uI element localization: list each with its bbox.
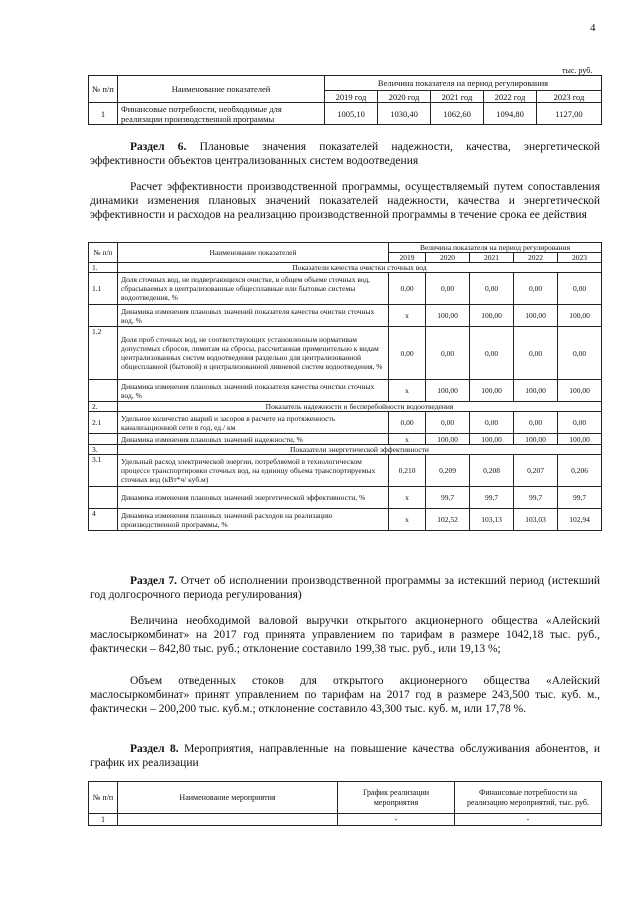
value-cell: 99,7 (426, 487, 470, 509)
value-cell: 0,209 (426, 455, 470, 487)
value-cell: 0,00 (470, 327, 514, 380)
value-cell: х (389, 434, 426, 445)
col-finance-header: Финансовые потребности на реализацию мероприятий, тыс. руб. (455, 782, 602, 814)
value-cell: 1127,00 (537, 103, 602, 125)
value-cell: х (389, 487, 426, 509)
section7-heading (90, 574, 600, 602)
value-cell: 0,00 (389, 412, 426, 434)
value-cell: х (389, 380, 426, 402)
year-header: 2021 год (431, 91, 484, 103)
value-cell: 99,7 (514, 487, 558, 509)
value-cell: 0,206 (558, 455, 602, 487)
value-cell: 1094,80 (484, 103, 537, 125)
value-cell: 100,00 (426, 380, 470, 402)
section7-title: Отчет об исполнении производственной программы за истекший период (истекший год долгосрочного периода регулирования) (90, 575, 601, 601)
col-schedule-header: График реализации мероприятия (338, 782, 455, 814)
section6-paragraph: Расчет эффективности производственной программы, осуществляемый путем сопоставления динамики изменения плановых значений показателей надежности, качества и энергетической эффективности и расходов на реализацию производственной программы в течение срока ее действия (90, 181, 600, 221)
col-name-header: Наименование показателей (118, 76, 325, 103)
year-header: 2021 (470, 253, 514, 263)
row-name: Динамика изменения плановых значений энергетической эффективности, % (118, 487, 389, 509)
value-cell: 102,52 (426, 509, 470, 531)
section8-label: Раздел 8. (130, 743, 179, 755)
section8-title: Мероприятия, направленные на повышение качества обслуживания абонентов, и график их реализации (90, 743, 600, 769)
group-title: Показатели энергетической эффективности (118, 445, 602, 455)
group-title: Показатель надежности и бесперебойности водоотведения (118, 402, 602, 412)
measures-table (88, 781, 602, 826)
financial-needs-table (88, 75, 602, 125)
value-cell: 0,00 (558, 412, 602, 434)
row-name: Доля сточных вод, не подвергающихся очистке, в общем объеме сточных вод, сбрасываемых в централизованные общесплавные или бытовые системы водоотведения, % (118, 273, 389, 305)
value-cell: 1005,10 (325, 103, 378, 125)
row-name: Доля проб сточных вод, не соответствующих установленным нормативам допустимых сбросов, лимитам на сбросы, рассчитанная применительно к видам централизованных систем водоотведения раздельно для централизованной общесплавной (бытовой) и централизованной ливневой систем водоотведения, % (118, 327, 389, 380)
page-number: 4 (590, 22, 596, 34)
row-num-empty (89, 380, 118, 402)
value-cell: 1062,60 (431, 103, 484, 125)
value-cell: 0,00 (514, 327, 558, 380)
section7-paragraph-1: Величина необходимой валовой выручки открытого акционерного общества «Алейский маслосыркомбинат» на 2017 год принята управлением по тарифам в размере 1042,18 тыс. руб., фактически – 842,80 тыс. руб.; отклонение составило 199,38 тыс. руб., или 19,13 %; (90, 615, 600, 655)
value-cell: 0,208 (470, 455, 514, 487)
value-cell: х (389, 509, 426, 531)
row-num: 1 (89, 103, 118, 125)
col-num-header: № п/п (89, 76, 118, 103)
col-name-header: Наименование мероприятия (118, 782, 338, 814)
value-cell: 0,00 (389, 327, 426, 380)
indicators-table (88, 242, 602, 531)
row-num-empty (89, 434, 118, 445)
value-cell: 0,210 (389, 455, 426, 487)
value-cell: 100,00 (558, 380, 602, 402)
year-header: 2022 (514, 253, 558, 263)
year-header: 2019 (389, 253, 426, 263)
row-num: 2.1 (89, 412, 118, 434)
section6-heading (90, 140, 600, 168)
section6-title: Плановые значения показателей надежности, качества, энергетической эффективности объектов централизованных систем водоотведения (90, 141, 601, 167)
value-cell: 103,13 (470, 509, 514, 531)
section6-label: Раздел 6. (130, 141, 187, 153)
value-cell: 0,00 (426, 273, 470, 305)
value-cell: 100,00 (558, 305, 602, 327)
value-cell: 100,00 (426, 305, 470, 327)
row-num: 3.1 (89, 455, 118, 487)
value-cell: 0,00 (470, 273, 514, 305)
section7-paragraph-2: Объем отведенных стоков для открытого акционерного общества «Алейский маслосыркомбинат» принят управлением по тарифам на 2017 год в размере 243,500 тыс. куб. м., фактически – 200,200 тыс. куб.м.; отклонение составило 43,300 тыс. куб. м, или 17,78 %. (90, 675, 600, 715)
col-values-header: Величина показателя на период регулирования (325, 76, 602, 91)
value-cell: 100,00 (514, 434, 558, 445)
value-cell: 102,94 (558, 509, 602, 531)
row-name: Удельное количество аварий и засоров в расчете на протяженность канализационной сети в год, ед./ км (118, 412, 389, 434)
year-header: 2023 год (537, 91, 602, 103)
row-name (118, 814, 338, 826)
value-cell: 0,00 (426, 412, 470, 434)
value-cell: 0,00 (514, 273, 558, 305)
group-num: 2. (89, 402, 118, 412)
value-cell: 0,00 (514, 412, 558, 434)
value-cell: 0,00 (426, 327, 470, 380)
col-values-header: Величина показателя на период регулирования (389, 243, 602, 253)
group-num: 3. (89, 445, 118, 455)
row-num: 1 (89, 814, 118, 826)
row-name: Динамика изменения плановых значений показателя качества очистки сточных вод, % (118, 305, 389, 327)
row-name: Динамика изменения плановых значений показателя качества очистки сточных вод, % (118, 380, 389, 402)
value-cell: 0,00 (470, 412, 514, 434)
col-num-header: № п/п (89, 243, 118, 263)
value-cell: 0,207 (514, 455, 558, 487)
row-name: Динамика изменения плановых значений надежности, % (118, 434, 389, 445)
col-num-header: № п/п (89, 782, 118, 814)
row-name: Удельный расход электрической энергии, потребляемой в технологическом процессе транспортировки сточных вод, на единицу объема транспортируемых сточных вод (кВт*ч/ куб.м) (118, 455, 389, 487)
year-header: 2020 (426, 253, 470, 263)
value-cell: 0,00 (389, 273, 426, 305)
row-name: Динамика изменения плановых значений расходов на реализацию производственной программы, % (118, 509, 389, 531)
group-num: 1. (89, 263, 118, 273)
year-header: 2023 (558, 253, 602, 263)
row-num: 1.2 (89, 327, 118, 380)
row-num: 1.1 (89, 273, 118, 305)
finance-cell: - (455, 814, 602, 826)
year-header: 2022 год (484, 91, 537, 103)
value-cell: 0,00 (558, 327, 602, 380)
section8-heading (90, 742, 600, 770)
row-num: 4 (89, 509, 118, 531)
value-cell: 103,03 (514, 509, 558, 531)
value-cell: х (389, 305, 426, 327)
value-cell: 100,00 (470, 434, 514, 445)
value-cell: 0,00 (558, 273, 602, 305)
value-cell: 99,7 (470, 487, 514, 509)
value-cell: 100,00 (426, 434, 470, 445)
year-header: 2020 год (378, 91, 431, 103)
section7-label: Раздел 7. (130, 575, 177, 587)
row-num-empty (89, 305, 118, 327)
value-cell: 100,00 (514, 380, 558, 402)
units-label: тыс. руб. (562, 66, 593, 75)
value-cell: 100,00 (514, 305, 558, 327)
row-num-empty (89, 487, 118, 509)
value-cell: 99,7 (558, 487, 602, 509)
year-header: 2019 год (325, 91, 378, 103)
value-cell: 1030,40 (378, 103, 431, 125)
group-title: Показатели качества очистки сточных вод (118, 263, 602, 273)
row-name: Финансовые потребности, необходимые для реализации производственной программы (118, 103, 325, 125)
value-cell: 100,00 (470, 380, 514, 402)
schedule-cell: - (338, 814, 455, 826)
value-cell: 100,00 (558, 434, 602, 445)
col-name-header: Наименование показателей (118, 243, 389, 263)
value-cell: 100,00 (470, 305, 514, 327)
